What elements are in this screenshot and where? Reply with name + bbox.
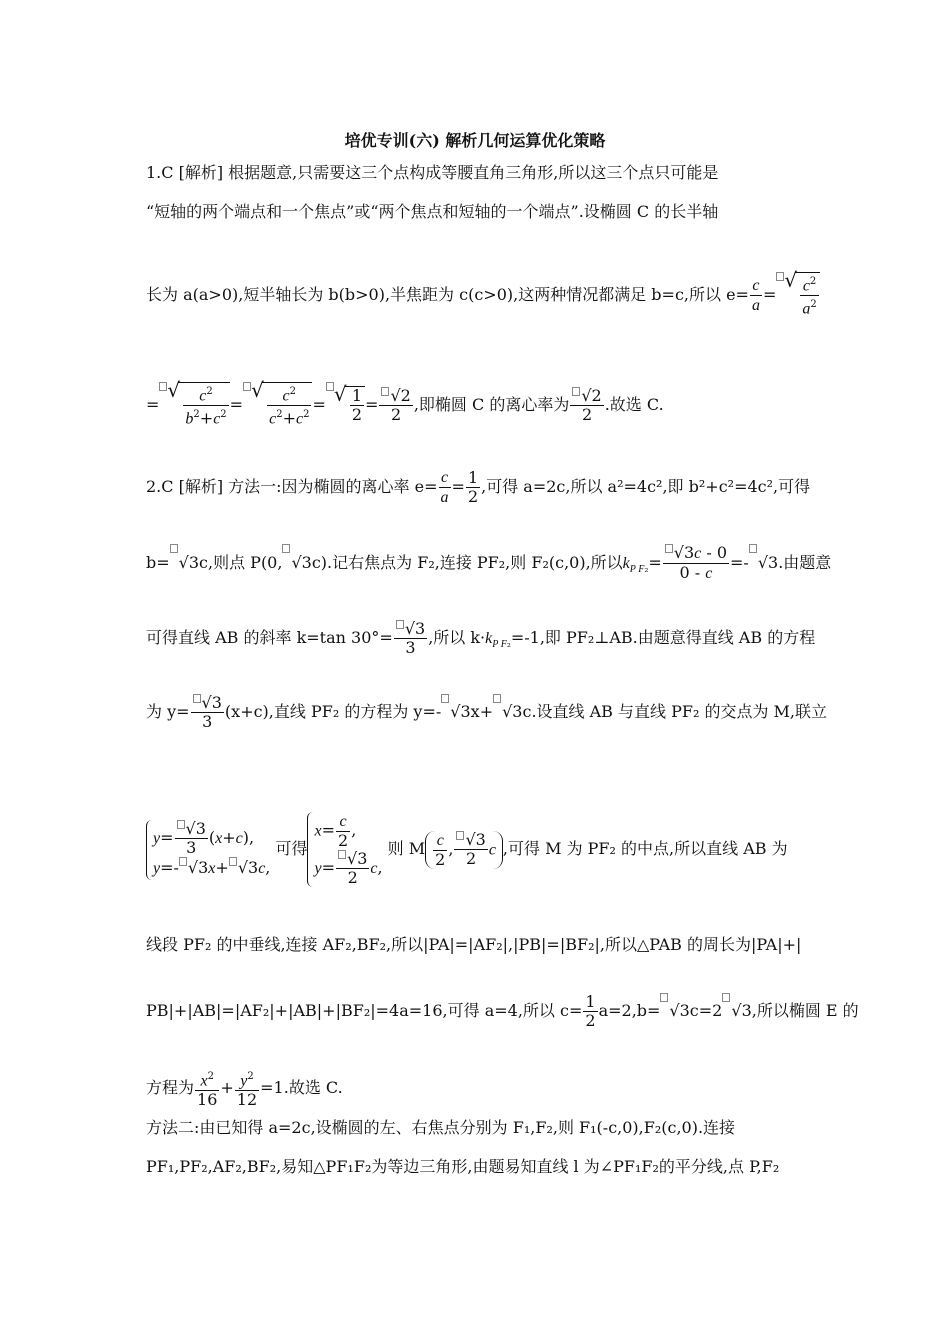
sqrt-c2-over-a2: √ $\frac{c^2}{a^2}$ <box>795 272 819 319</box>
equation-system-1: y= $\frac{√3}{3}$ (x+c), y=- √3x+ √3c, <box>146 820 270 880</box>
p1-line4-tail: .故选 C. <box>604 394 664 414</box>
fraction-slope-pf2: $\frac{√3c - 0}{0 - c}$ <box>663 544 729 583</box>
sqrt-c2-over-b2-c2: √ $\frac{c^2}{b^2+c^2}$ <box>178 382 229 429</box>
fraction-one-half: $\frac{1}{2}$ <box>585 992 596 1030</box>
p1-line2: “短轴的两个端点和一个焦点”或“两个焦点和短轴的一个端点”.设椭圆 C 的长半轴 <box>146 202 719 221</box>
sqrt-half: √ $\frac{1}{2}$ <box>345 386 365 424</box>
p2-line8-a: 方程为 <box>146 1078 195 1098</box>
fraction-y2-over-12: $\frac{y^2}{12}$ <box>235 1068 259 1109</box>
p2-line5-then: 则 M <box>387 839 426 858</box>
fraction-sqrt2-over-2-b: $\frac{√2}{2}$ <box>570 387 603 424</box>
p2-line8: 方程为 $\frac{x^2}{16}$ + $\frac{y^2}{12}$ =1.故选 C. <box>146 1068 804 1109</box>
p2-line4-b: (x+c),直线 PF₂ 的方程为 y=- <box>224 702 442 721</box>
p2-line3-c: =-1,即 PF₂⊥AB.由题意得直线 AB 的方程 <box>510 628 816 647</box>
placeholder-box-icon <box>441 694 449 703</box>
p2-line1-a: 2.C [解析] 方法一:因为椭圆的离心率 e= <box>146 477 438 496</box>
placeholder-box-icon <box>722 993 730 1002</box>
fraction-x2-over-16: $\frac{x^2}{16}$ <box>195 1068 219 1109</box>
placeholder-box-icon <box>282 544 290 553</box>
p2-line4-d: 3c.设直线 AB 与直线 PF₂ 的交点为 M,联立 <box>512 702 828 721</box>
p2-line4-a: 为 y= <box>146 702 190 721</box>
p2-line2-d: =- <box>730 553 749 572</box>
fraction-sqrt3-over-3: $\frac{√3}{3}$ <box>191 694 224 731</box>
p2-line2: b= √3c,则点 P(0, √3c).记右焦点为 F₂,连接 PF₂,则 F₂(c,0),所以$k_{P F_2}=$ $\frac{√3c - 0}{0 - c}$ =- √3.由题意 <box>146 543 832 582</box>
fraction-c-over-a: $\frac{c}{a}$ <box>440 469 449 506</box>
p2-line4: 为 y= $\frac{√3}{3}$ (x+c),直线 PF₂ 的方程为 y=- √3x+ √3c.设直线 AB 与直线 PF₂ 的交点为 M,联立 <box>146 693 828 731</box>
p2-line3: 可得直线 AB 的斜率 k=tan 30°= $\frac{√3}{3}$ ,所以 $k\cdot k_{P F_2}=-1$,即 PF₂⊥AB.由题意得直线 AB 的方程 <box>146 619 816 657</box>
point-m-coordinates: $\frac{c}{2}$ , $\frac{√3}{2}$ c <box>425 831 503 869</box>
placeholder-box-icon <box>660 993 668 1002</box>
p2-line7-b: a=2,b= <box>598 1001 661 1020</box>
fraction-c-over-a: $\frac{c}{a}$ <box>751 276 760 314</box>
p1-line4: = √ $\frac{c^2}{b^2+c^2}$ = √ $\frac{c^2}{c^2+c^2}$ = √ $\frac{1}{2}$ = $\frac{√2}{2}$ ,即椭圆 C 的离心率为 $\frac{√2}{2}$ .故选 C. <box>146 382 804 429</box>
p2-line2-a: b= <box>146 553 170 572</box>
p2-line9: 方法二:由已知得 a=2c,设椭圆的左、右焦点分别为 F₁,F₂,则 F₁(-c,0),F₂(c,0).连接 <box>146 1118 736 1137</box>
placeholder-box-icon <box>776 272 784 281</box>
fraction-one-half: $\frac{1}{2}$ <box>467 468 479 506</box>
p2-line7-a: PB|+|AB|=|AF₂|+|AB|+|BF₂|=4a=16,可得 a=4,所以 c= <box>146 1001 583 1020</box>
fraction-sqrt2-over-2: $\frac{√2}{2}$ <box>379 387 412 424</box>
p1-line3: 长为 a(a>0),短半轴长为 b(b>0),半焦距为 c(c>0),这两种情况都满足 b=c,所以 e= $\frac{c}{a}$ = √ $\frac{c^2}{a^2}$ <box>146 272 804 319</box>
p2-line7-d: 3,所以椭圆 E 的 <box>741 1001 859 1020</box>
equation-system-2: x= $\frac{c}{2}$ , y= $\frac{√3}{2}$ c, <box>307 812 382 887</box>
placeholder-box-icon <box>493 694 501 703</box>
p2-line3-a: 可得直线 AB 的斜率 k=tan 30°= <box>146 628 393 647</box>
p2-line2-e: 3.由题意 <box>768 553 832 572</box>
page-title: 培优专训(六) 解析几何运算优化策略 <box>344 131 606 150</box>
p2-line6: 线段 PF₂ 的中垂线,连接 AF₂,BF₂,所以|PA|=|AF₂|,|PB|=|BF₂|,所以△PAB 的周长为|PA|+| <box>146 935 802 954</box>
p2-line10: PF₁,PF₂,AF₂,BF₂,易知△PF₁F₂为等边三角形,由题易知直线 l 为∠PF₁F₂的平分线,点 P,F₂ <box>146 1157 780 1176</box>
p1-line4-text: ,即椭圆 C 的离心率为 <box>413 394 570 414</box>
placeholder-box-icon <box>326 382 334 391</box>
sqrt-c2-over-2c2: √ $\frac{c^2}{c^2+c^2}$ <box>262 382 312 429</box>
p2-line2-c: 3c).记右焦点为 F₂,连接 PF₂,则 F₂(c,0),所以 <box>301 553 623 572</box>
fraction-sqrt3-over-3: $\frac{√3}{3}$ <box>394 620 427 657</box>
placeholder-box-icon <box>170 544 178 553</box>
p2-line5: y= $\frac{√3}{3}$ (x+c), y=- √3x+ √3c, 可得 x= $\frac{c}{2}$ , y= $\frac{√3}{2}$ c, 则 M $\frac{c}{2}$ , $\frac{√3}{2}$ c ,可得 M 为 PF₂ 的中点,所以直线 AB 为 <box>146 812 804 887</box>
p1-line1: 1.C [解析] 根据题意,只需要这三个点构成等腰直角三角形,所以这三个点只可能是 <box>146 163 719 182</box>
p2-line1-b: ,可得 a=2c,所以 a²=4c²,即 b²+c²=4c²,可得 <box>481 477 811 496</box>
p2-line3-b: ,所以 k· <box>428 628 486 647</box>
p2-line8-b: =1.故选 C. <box>260 1078 343 1098</box>
p2-line4-c: 3x+ <box>460 702 494 721</box>
placeholder-box-icon <box>749 544 757 553</box>
p2-line5-tail: ,可得 M 为 PF₂ 的中点,所以直线 AB 为 <box>502 839 788 858</box>
placeholder-box-icon <box>159 382 167 391</box>
p2-line7: PB|+|AB|=|AF₂|+|AB|+|BF₂|=4a=16,可得 a=4,所以 c= $\frac{1}{2}$ a=2,b= √3c=2 √3,所以椭圆 E 的 <box>146 992 859 1030</box>
p2-line1: 2.C [解析] 方法一:因为椭圆的离心率 e= $\frac{c}{a}$ = $\frac{1}{2}$ ,可得 a=2c,所以 a²=4c²,即 b²+c²=4c²,可得 <box>146 468 811 506</box>
placeholder-box-icon <box>243 382 251 391</box>
p1-line3-text: 长为 a(a>0),短半轴长为 b(b>0),半焦距为 c(c>0),这两种情况都满足 b=c,所以 e= <box>146 284 749 304</box>
p2-line7-c: 3c=2 <box>679 1001 723 1020</box>
p2-line2-b: 3c,则点 P(0, <box>188 553 283 572</box>
